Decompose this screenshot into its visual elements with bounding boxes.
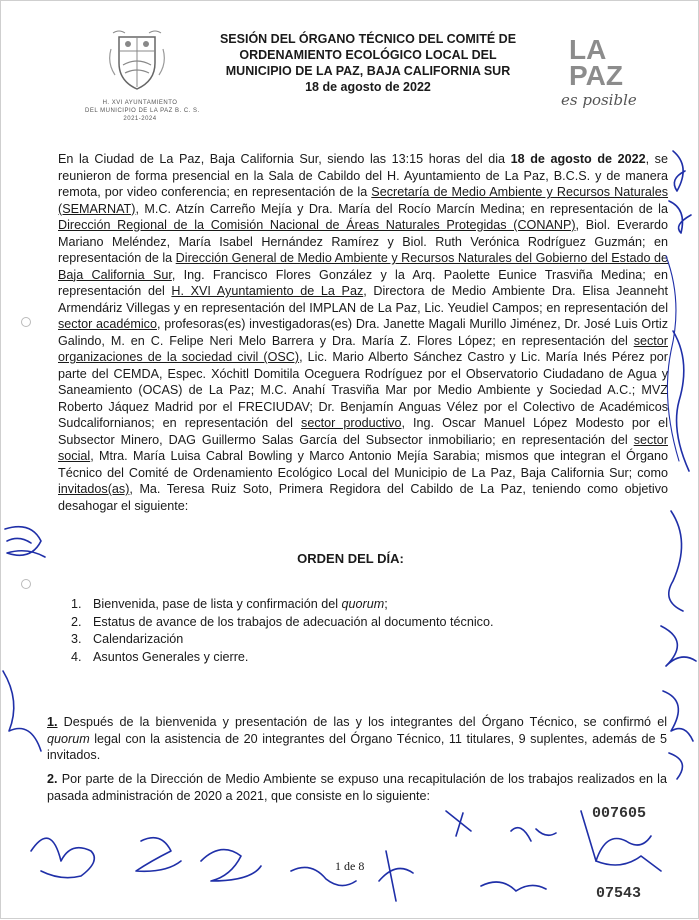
margin-vertical-signature [673,331,689,471]
la-paz-logo [561,33,661,109]
intro-text: , Biol. Everardo Mariano Meléndez, María Isabel Hernández Ramírez y Biol. Ruth Verónica Rodríguez Guzmán; en representación de la [58,218,668,265]
logo-line-la: LA [569,34,607,65]
paragraph-recap [47,771,667,804]
intro-text: , Mtra. María Luisa Cabral Bowling y Marco Antonio Mejía Sarabia; mismos que integran el Órgano Técnico del Comité de Ordenamiento Ecológico Local del Municipio de La Paz, Baja California Sur; como [58,449,668,480]
agenda-item-number: 4. [71,649,82,664]
left-margin-signature [3,671,41,751]
title-line: ORDENAMIENTO ECOLÓGICO LOCAL DEL [239,48,497,62]
intro-text: , Ing. Oscar Manuel López Modesto por el Subsector Minero, DAG Guillermo Salas García del Subsector inmobiliario; en representación del [58,416,668,447]
agenda-item-number: 1. [71,597,82,611]
intro-text: En la Ciudad de La Paz, Baja California Sur, siendo las 13:15 horas del dia [58,152,511,166]
institution-conanp: Dirección Regional de la Comisión Nacional de Áreas Naturales Protegidas (CONANP) [58,218,576,232]
seal-caption [85,99,200,123]
agenda-item-number: 2. [71,614,82,629]
guests-label: invitados(as) [58,482,130,496]
margin-initial-signature [663,691,693,741]
document-title [213,31,523,95]
intro-text: , Ma. Teresa Ruiz Soto, Primera Regidora del Cabildo de La Paz, teniendo como objetivo desahogar el siguiente: [58,482,668,513]
bottom-signature [379,851,413,901]
sector-academic: sector académico [58,317,157,331]
agenda-title: ORDEN DEL DÍA: [297,551,404,566]
municipal-seal-icon [105,29,169,93]
paragraph-text: legal con la asistencia de 20 integrantes del Órgano Técnico, 11 titulares, 9 suplentes, además de 5 invitados. [47,731,667,762]
bottom-signature [446,811,471,836]
paragraph-text: Después de la bienvenida y presentación de las y los integrantes del Órgano Técnico, se confirmó el [57,715,667,729]
intro-paragraph [58,151,668,514]
folio-stamp: 007605 [592,805,647,822]
intro-text: , profesoras(es) investigadoras(es) Dra. Janette Magali Murillo Jiménez, Dr. José Luis Ortiz Galindo, M. en C. Felipe Neri Melo Barrera y Dra. María Z. Flores López; en representación del [58,317,668,348]
punch-hole [21,317,31,327]
paragraph-number: 1. [47,715,58,729]
bottom-signature [201,850,261,881]
seal-caption-line: DEL MUNICIPIO DE LA PAZ B. C. S. [85,108,200,114]
margin-initial-signature [661,626,696,666]
margin-initial-signature [669,201,691,233]
agenda-item-text: Asuntos Generales y cierre. [93,649,249,664]
agenda-item-text: Bienvenida, pase de lista y confirmación del [93,597,342,611]
intro-text: , se reunieron de forma presencial en la Sala de Cabildo del H. Ayuntamiento de La Paz, B.C.S. y de manera remota, por video conferencia; en representación de la [58,152,668,199]
left-margin-signature [7,538,31,543]
margin-initial-signature [673,151,685,191]
bottom-signature [481,882,546,891]
title-date: 18 de agosto de 2022 [305,80,431,94]
intro-text: , M.C. Atzín Carreño Mejía y Dra. María del Rocío Marcín Medina; en representación de la [135,201,668,216]
agenda-item [71,631,631,649]
bottom-signature [511,828,556,841]
intro-text: , Ing. Francisco Flores González y la Arq. Paolette Eunice Trasviña Medina; en representación del [58,267,668,298]
agenda-item [71,614,631,632]
margin-initial-signature [669,753,682,779]
bottom-signature [596,856,661,871]
agenda-item-text: Estatus de avance de los trabajos de adecuación al documento técnico. [93,614,494,629]
bottom-signature [136,838,181,872]
paragraph-text: Por parte de la Dirección de Medio Ambiente se expuso una recapitulación de los trabajos realizados en la pasada administración de 2020 a 2021, que consiste en lo siguiente: [47,772,667,803]
sector-productive: sector productivo [301,416,402,430]
paragraph-emphasis: quorum [47,731,90,746]
institution-state-government: Dirección General de Medio Ambiente y Recursos Naturales del Gobierno del Estado de Baja California Sur [58,251,668,282]
agenda-item-suffix: ; [384,597,388,611]
seal-caption-line: H. XVI AYUNTAMIENTO [102,100,178,106]
agenda-item-text: Calendarización [93,632,184,646]
sector-osc: sector organizaciones de la sociedad civil (OSC) [58,333,668,364]
agenda-list [71,596,631,666]
page-number: 1 de 8 [335,859,365,873]
agenda-item-emphasis: quorum [341,597,385,611]
title-line: SESIÓN DEL ÓRGANO TÉCNICO DEL COMITÉ DE [219,32,517,46]
logo-line-paz: PAZ [569,60,623,91]
institution-ayuntamiento: H. XVI Ayuntamiento de La Paz [171,284,364,298]
folio-stamp: 07543 [596,885,642,902]
intro-text: , Directora de Medio Ambiente Dra. Elisa Jeanneht Armendáriz Villegas y en representación del IMPLAN de La Paz, Lic. Yeudiel Campos; en representación del [58,284,668,315]
intro-text: , Lic. Mario Alberto Sánchez Castro y Lic. María Inés Pérez por parte del CEMDA, Espec. Xóchitl Domitila Oceguera Rodríguez por el Observatorio Ciudadano de Agua y Saneamiento (OCAS) de La Paz; M.C. Anahí Trasviña Mar por Medio Ambiente y Sociedad A.C.; MVZ Roberto Jáquez Madrid por el FRECIUDAV; Dr. Benjamín Anguas Vélez por el Colectivo de Académicos Sudcalifornianos; en representación del [58,350,668,430]
title-line: MUNICIPIO DE LA PAZ, BAJA CALIFORNIA SUR [225,64,511,78]
paragraph-quorum [47,714,667,764]
punch-hole [21,579,31,589]
paragraph-number: 2. [47,772,58,786]
agenda-item [71,649,631,667]
logo-tagline: es posible [561,91,637,109]
sector-social: sector social [58,432,668,463]
agenda-item-number: 3. [71,632,82,646]
meeting-date: 18 de agosto de 2022 [510,152,646,166]
seal-caption-line: 2021-2024 [123,116,157,122]
agenda-item [71,596,631,614]
institution-semarnat: Secretaría de Medio Ambiente y Recursos Naturales (SEMARNAT) [58,185,669,216]
bottom-signature [31,838,94,878]
